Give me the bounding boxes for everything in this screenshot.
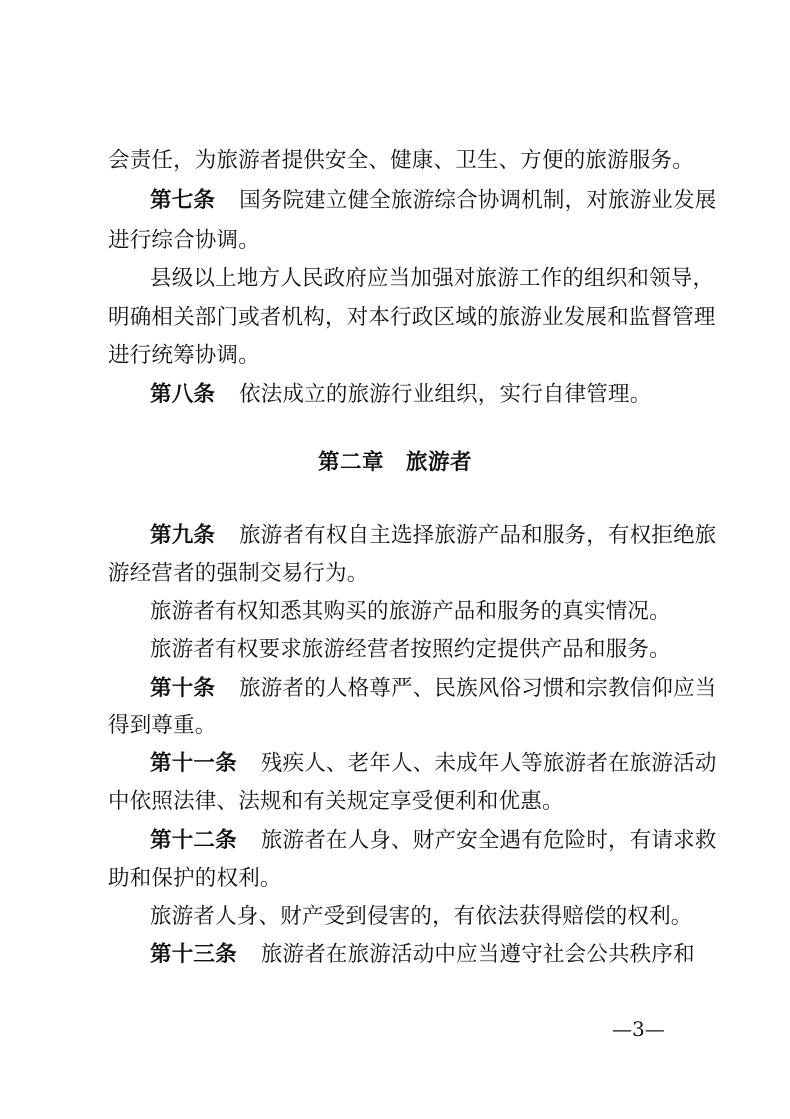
paragraph-line <box>108 787 698 817</box>
article-heading: 第九条 <box>150 523 216 548</box>
line-text: 游经营者的强制交易行为。 <box>108 561 369 586</box>
paragraph-line <box>150 635 698 665</box>
article-heading: 第十条 <box>150 676 216 701</box>
line-text: 中依照法律、法规和有关规定享受便利和优惠。 <box>108 789 564 814</box>
line-text: 国务院建立健全旅游综合协调机制，对旅游业发展 <box>239 188 717 213</box>
line-text: 会责任，为旅游者提供安全、健康、卫生、方便的旅游服务。 <box>108 148 694 173</box>
paragraph-line <box>108 303 716 333</box>
paragraph-line <box>150 902 698 932</box>
line-text: 明确相关部门或者机构，对本行政区域的旅游业发展和监督管理 <box>108 305 716 330</box>
article-11-line <box>150 749 717 779</box>
line-text: 旅游者人身、财产受到侵害的，有依法获得赔偿的权利。 <box>150 904 693 929</box>
line-text: 旅游者有权要求旅游经营者按照约定提供产品和服务。 <box>150 637 671 662</box>
line-text: 得到尊重。 <box>108 713 217 738</box>
article-13-line <box>150 940 698 970</box>
line-text: 残疾人、老年人、未成年人等旅游者在旅游活动 <box>260 751 717 776</box>
article-7-line <box>150 186 717 216</box>
line-text: 旅游者的人格尊严、民族风俗习惯和宗教信仰应当 <box>239 676 717 701</box>
line-text: 旅游者在旅游活动中应当遵守社会公共秩序和 <box>260 942 695 967</box>
line-text: 依法成立的旅游行业组织，实行自律管理。 <box>239 382 652 407</box>
paragraph-line <box>108 341 698 371</box>
chapter-title: 旅游者 <box>406 450 473 475</box>
line-text: 旅游者有权自主选择旅游产品和服务，有权拒绝旅 <box>239 523 717 548</box>
line-text: 助和保护的权利。 <box>108 866 282 891</box>
paragraph-line <box>108 711 698 741</box>
page-number: —3— <box>612 1017 665 1041</box>
article-heading: 第十三条 <box>150 942 237 967</box>
paragraph-line <box>150 264 715 294</box>
paragraph-line <box>150 597 698 627</box>
line-text: 旅游者有权知悉其购买的旅游产品和服务的真实情况。 <box>150 599 671 624</box>
article-12-line <box>150 826 717 856</box>
chapter-number: 第二章 <box>317 450 384 475</box>
article-9-line <box>150 521 717 551</box>
article-10-line <box>150 674 717 704</box>
line-text: 进行统筹协调。 <box>108 343 260 368</box>
article-heading: 第八条 <box>150 382 216 407</box>
article-8-line <box>150 380 698 410</box>
line-text: 进行综合协调。 <box>108 228 260 253</box>
article-heading: 第十一条 <box>150 751 237 776</box>
paragraph-line <box>108 864 698 894</box>
paragraph-line <box>108 559 698 589</box>
paragraph-line <box>108 146 698 176</box>
chapter-heading <box>0 448 790 478</box>
paragraph-line <box>108 226 698 256</box>
line-text: 旅游者在人身、财产安全遇有危险时，有请求救 <box>260 828 717 853</box>
article-heading: 第七条 <box>150 188 216 213</box>
line-text: 县级以上地方人民政府应当加强对旅游工作的组织和领导， <box>150 266 715 291</box>
article-heading: 第十二条 <box>150 828 237 853</box>
